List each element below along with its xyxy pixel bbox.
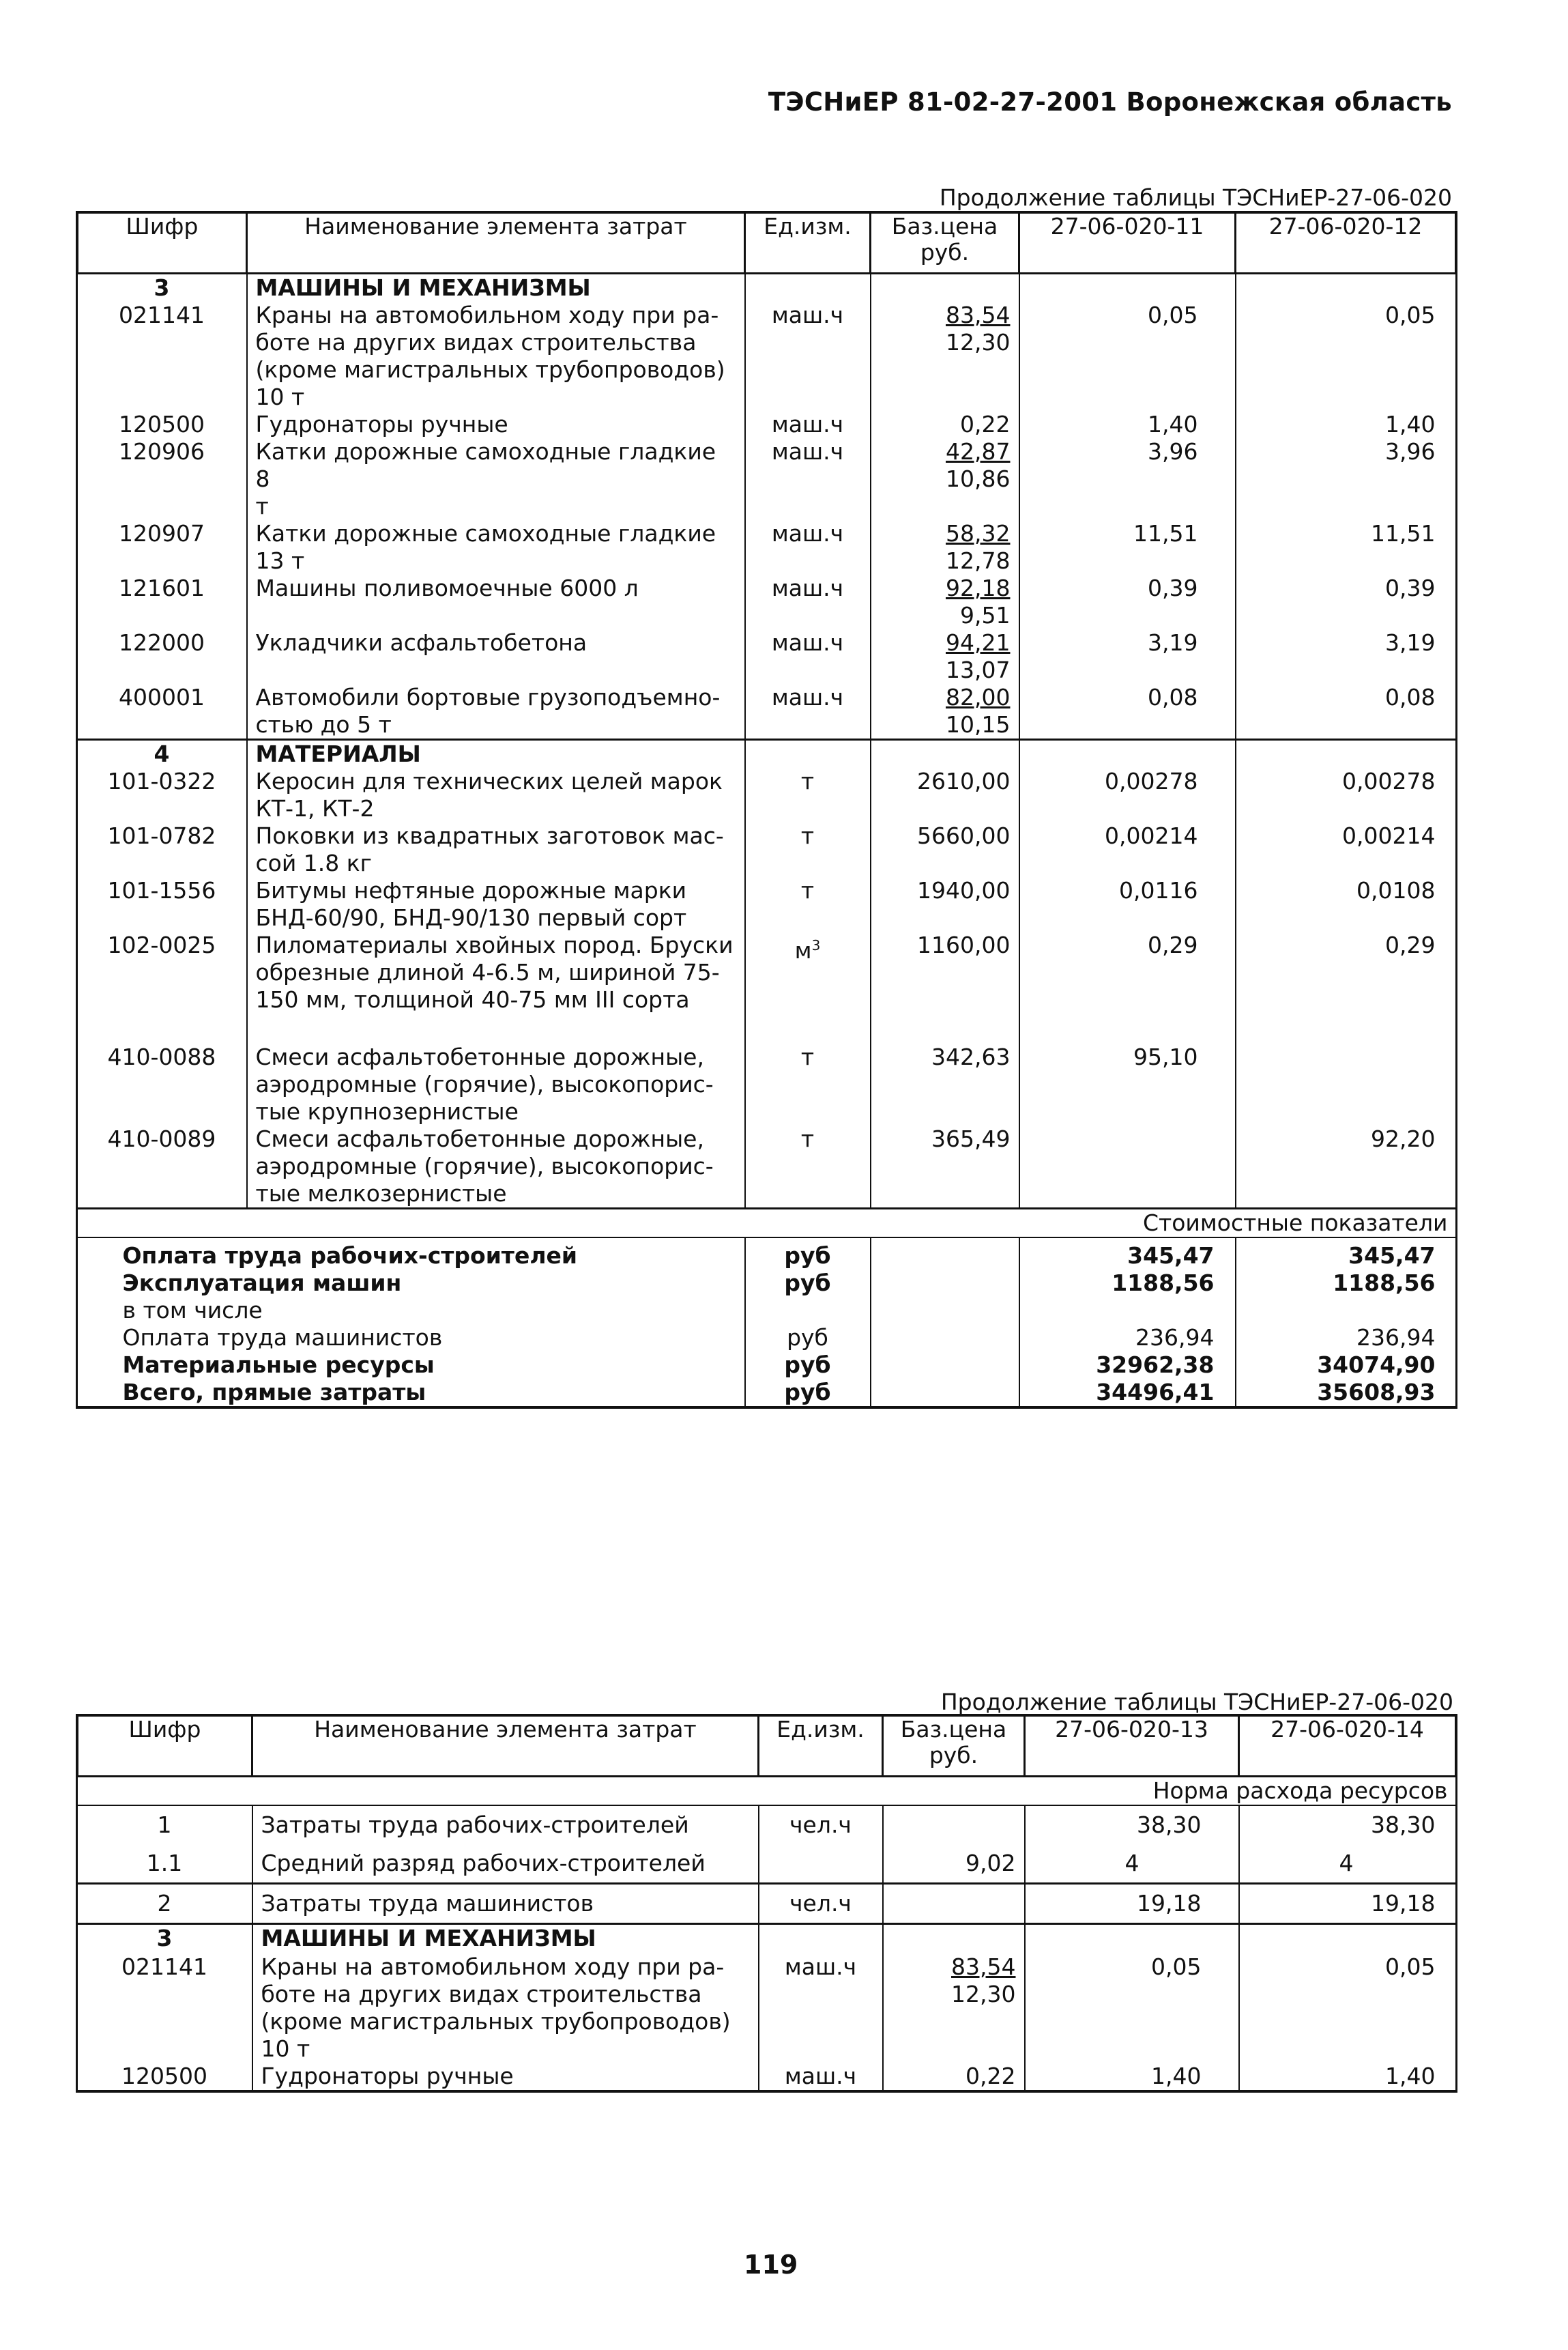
- row-norm-14: 4: [1239, 1844, 1456, 1884]
- row-unit: маш.ч: [745, 520, 871, 575]
- row-code: 102-0025: [107, 932, 216, 958]
- row-name: Затраты труда машинистов: [252, 1884, 759, 1924]
- summary-unit: руб: [745, 1270, 871, 1297]
- row-norm-12: 0,05: [1236, 302, 1456, 411]
- row-norm-11: 1,40: [1019, 411, 1236, 438]
- row-norm-12: 0,08: [1236, 684, 1456, 740]
- row-name: Смеси асфальтобетонные дорожные, аэродромные (горячие), высокопорис- тые крупнозернистые: [247, 1014, 745, 1126]
- price-value: 58,32: [946, 520, 1011, 547]
- row-name: Средний разряд рабочих-строителей: [252, 1844, 759, 1884]
- table-row: [78, 438, 1456, 520]
- section-title: МАШИНЫ И МЕХАНИЗМЫ: [247, 274, 745, 302]
- col-header-norm-14: 27-06-020-14: [1239, 1716, 1456, 1777]
- row-norm-14: 0,05: [1239, 1952, 1456, 2063]
- row-norm-11: 0,08: [1019, 684, 1236, 740]
- col-header-price: Баз.цена руб.: [883, 1716, 1025, 1777]
- row-norm-11: 3,19: [1019, 629, 1236, 684]
- row-price: 1940,00: [871, 877, 1019, 932]
- price-value: 42,87: [946, 438, 1011, 465]
- row-code: 101-0782: [107, 822, 216, 849]
- row-name: Гудронаторы ручные: [247, 411, 745, 438]
- row-norm-13: 0,05: [1025, 1952, 1239, 2063]
- row-norm-11: 0,05: [1019, 302, 1236, 411]
- row-name: Затраты труда рабочих-строителей: [252, 1805, 759, 1844]
- summary-label: Оплата труда рабочих-строителей: [122, 1242, 577, 1269]
- col-header-norm-11: 27-06-020-11: [1019, 213, 1236, 274]
- row-norm-11: 3,96: [1019, 438, 1236, 520]
- row-unit: чел.ч: [759, 1884, 883, 1924]
- summary-unit: руб: [745, 1379, 871, 1407]
- operator-wage: 13,07: [946, 657, 1011, 683]
- section-title: МАТЕРИАЛЫ: [247, 740, 745, 769]
- row-code: 400001: [119, 684, 205, 711]
- summary-row: [78, 1237, 1456, 1270]
- row-norm-12: 3,96: [1236, 438, 1456, 520]
- row-norm-11: 0,00278: [1019, 768, 1236, 822]
- operator-wage: 12,30: [946, 329, 1011, 356]
- table-row: [78, 629, 1456, 684]
- document-header-title: ТЭСНиЕР 81-02-27-2001 Воронежская область: [768, 87, 1452, 117]
- row-norm-12: 0,0108: [1236, 877, 1456, 932]
- table-row: [78, 1884, 1456, 1924]
- row-norm-13: 1,40: [1025, 2063, 1239, 2091]
- row-unit: [759, 1844, 883, 1884]
- row-price: [871, 629, 1019, 684]
- cost-indicators-heading: Стоимостные показатели: [78, 1209, 1456, 1238]
- summary-label: Эксплуатация машин: [122, 1270, 402, 1296]
- row-code: 1.1: [146, 1850, 183, 1876]
- row-price: [871, 575, 1019, 629]
- row-name: Укладчики асфальтобетона: [247, 629, 745, 684]
- row-price: [883, 1805, 1025, 1844]
- row-norm-12: [1236, 1014, 1456, 1126]
- section-row-machines: [78, 1924, 1456, 1953]
- table-row: [78, 1805, 1456, 1844]
- row-norm-11: 0,00214: [1019, 822, 1236, 877]
- cost-indicators-heading-row: [78, 1209, 1456, 1238]
- table2-caption: Продолжение таблицы ТЭСНиЕР-27-06-020: [940, 1689, 1453, 1715]
- summary-value-12: 236,94: [1236, 1324, 1456, 1351]
- summary-label: Материальные ресурсы: [122, 1351, 435, 1378]
- row-unit: т: [745, 1126, 871, 1209]
- summary-unit: руб: [745, 1351, 871, 1379]
- table-row: [78, 932, 1456, 1014]
- summary-value-12: [1236, 1297, 1456, 1324]
- row-norm-11: [1019, 1126, 1236, 1209]
- row-name: Керосин для технических целей марок КТ-1, КТ-2: [247, 768, 745, 822]
- row-price: 365,49: [871, 1126, 1019, 1209]
- summary-value-12: 34074,90: [1236, 1351, 1456, 1379]
- row-norm-13: 19,18: [1025, 1884, 1239, 1924]
- row-code: 2: [78, 1884, 252, 1924]
- summary-row: [78, 1297, 1456, 1324]
- section-code: 3: [78, 1924, 252, 1953]
- summary-unit: руб: [745, 1324, 871, 1351]
- row-code: 021141: [119, 302, 205, 328]
- row-name: Краны на автомобильном ходу при ра- боте на других видах строительства (кроме магистральных трубопроводов) 10 т: [247, 302, 745, 411]
- row-unit: [745, 932, 871, 1014]
- table-row: [78, 1014, 1456, 1126]
- norm-heading: Норма расхода ресурсов: [78, 1777, 1456, 1806]
- row-unit: маш.ч: [745, 302, 871, 411]
- row-norm-12: 0,00214: [1236, 822, 1456, 877]
- row-norm-14: 19,18: [1239, 1884, 1456, 1924]
- row-unit: чел.ч: [759, 1805, 883, 1844]
- unit-superscript: 3: [811, 937, 821, 954]
- row-price: [871, 684, 1019, 740]
- row-unit: маш.ч: [759, 1952, 883, 2063]
- col-header-norm-12: 27-06-020-12: [1236, 213, 1456, 274]
- row-unit: маш.ч: [745, 684, 871, 740]
- row-unit: маш.ч: [745, 575, 871, 629]
- row-norm-13: 38,30: [1025, 1805, 1239, 1844]
- row-name: Поковки из квадратных заготовок мас- сой 1.8 кг: [247, 822, 745, 877]
- price-value: 94,21: [946, 629, 1011, 656]
- row-norm-12: 92,20: [1236, 1126, 1456, 1209]
- row-code: 121601: [119, 575, 205, 601]
- row-norm-12: 3,19: [1236, 629, 1456, 684]
- section-row-machines: [78, 274, 1456, 302]
- col-header-unit: Ед.изм.: [745, 213, 871, 274]
- summary-unit: руб: [745, 1237, 871, 1270]
- row-name: Катки дорожные самоходные гладкие 13 т: [247, 520, 745, 575]
- summary-value-12: 345,47: [1236, 1237, 1456, 1270]
- row-norm-14: 1,40: [1239, 2063, 1456, 2091]
- row-norm-12: 0,00278: [1236, 768, 1456, 822]
- table-row: [78, 411, 1456, 438]
- summary-row: [78, 1324, 1456, 1351]
- row-price: 1160,00: [871, 932, 1019, 1014]
- row-code: 120906: [119, 438, 205, 465]
- summary-row: [78, 1351, 1456, 1379]
- price-value: 83,54: [951, 1953, 1016, 1980]
- row-code: 021141: [121, 1953, 207, 1980]
- row-code: 101-0322: [107, 768, 216, 794]
- row-code: 101-1556: [107, 877, 216, 904]
- row-price: 5660,00: [871, 822, 1019, 877]
- summary-value-11: 34496,41: [1019, 1379, 1236, 1407]
- summary-label: Оплата труда машинистов: [122, 1324, 443, 1351]
- table1-header-row: [78, 213, 1456, 274]
- table-row: [78, 520, 1456, 575]
- row-code: 410-0088: [107, 1044, 216, 1070]
- row-unit: маш.ч: [745, 411, 871, 438]
- row-name: Краны на автомобильном ходу при ра- боте на других видах строительства (кроме магистральных трубопроводов) 10 т: [252, 1952, 759, 2063]
- row-norm-12: 1,40: [1236, 411, 1456, 438]
- row-price: [883, 1952, 1025, 2063]
- row-code: 120907: [119, 520, 205, 547]
- summary-value-12: 1188,56: [1236, 1270, 1456, 1297]
- operator-wage: 12,30: [951, 1981, 1016, 2007]
- row-unit: т: [745, 877, 871, 932]
- row-name: Катки дорожные самоходные гладкие 8 т: [247, 438, 745, 520]
- row-code: 122000: [119, 629, 205, 656]
- row-price: [871, 302, 1019, 411]
- row-norm-12: 11,51: [1236, 520, 1456, 575]
- table-row: [78, 575, 1456, 629]
- row-unit: маш.ч: [759, 2063, 883, 2091]
- row-price: 2610,00: [871, 768, 1019, 822]
- row-code: 120500: [119, 411, 205, 438]
- section-code: 4: [78, 740, 247, 769]
- row-unit: т: [745, 822, 871, 877]
- row-norm-11: 11,51: [1019, 520, 1236, 575]
- operator-wage: 10,15: [946, 711, 1011, 738]
- row-name: Машины поливомоечные 6000 л: [247, 575, 745, 629]
- table-row: [78, 768, 1456, 822]
- row-code: 410-0089: [107, 1126, 216, 1152]
- col-header-code: Шифр: [78, 1716, 252, 1777]
- summary-row: [78, 1270, 1456, 1297]
- row-code: 120500: [78, 2063, 252, 2091]
- col-header-norm-13: 27-06-020-13: [1025, 1716, 1239, 1777]
- row-price: [883, 1884, 1025, 1924]
- unit-text: м: [794, 937, 812, 964]
- row-code: 1: [157, 1811, 172, 1838]
- summary-value-11: 236,94: [1019, 1324, 1236, 1351]
- row-name: Битумы нефтяные дорожные марки БНД-60/90, БНД-90/130 первый сорт: [247, 877, 745, 932]
- summary-label: Всего, прямые затраты: [78, 1379, 745, 1407]
- row-price: 0,22: [883, 2063, 1025, 2091]
- table-row: [78, 1844, 1456, 1884]
- row-norm-13: 4: [1025, 1844, 1239, 1884]
- row-norm-11: 95,10: [1019, 1014, 1236, 1126]
- row-name: Смеси асфальтобетонные дорожные, аэродромные (горячие), высокопорис- тые мелкозернистые: [247, 1126, 745, 1209]
- table-row: [78, 1952, 1456, 2063]
- table-row: [78, 1126, 1456, 1209]
- table-row: [78, 2063, 1456, 2091]
- row-price: [871, 520, 1019, 575]
- price-value: 92,18: [946, 575, 1011, 601]
- operator-wage: 9,51: [960, 602, 1011, 629]
- resource-table-2: [76, 1715, 1457, 2092]
- table-row: [78, 877, 1456, 932]
- summary-value-11: [1019, 1297, 1236, 1324]
- norm-heading-row: [78, 1777, 1456, 1806]
- table1-caption: Продолжение таблицы ТЭСНиЕР-27-06-020: [939, 184, 1452, 211]
- row-name: Пиломатериалы хвойных пород. Бруски обрезные длиной 4-6.5 м, шириной 75- 150 мм, толщиной 40-75 мм III сорта: [247, 932, 745, 1014]
- summary-value-11: 1188,56: [1019, 1270, 1236, 1297]
- section-title: МАШИНЫ И МЕХАНИЗМЫ: [252, 1924, 759, 1953]
- row-norm-12: 0,29: [1236, 932, 1456, 1014]
- row-norm-11: 0,39: [1019, 575, 1236, 629]
- row-name: Автомобили бортовые грузоподъемно- стью до 5 т: [247, 684, 745, 740]
- row-price: [871, 438, 1019, 520]
- col-header-price: Баз.цена руб.: [871, 213, 1019, 274]
- table2-header-row: [78, 1716, 1456, 1777]
- summary-value-11: 345,47: [1019, 1237, 1236, 1270]
- summary-value-11: 32962,38: [1019, 1351, 1236, 1379]
- col-header-unit: Ед.изм.: [759, 1716, 883, 1777]
- summary-row: [78, 1379, 1456, 1407]
- col-header-code: Шифр: [78, 213, 247, 274]
- price-value: 82,00: [946, 684, 1011, 711]
- row-price: 0,22: [871, 411, 1019, 438]
- summary-value-12: 35608,93: [1236, 1379, 1456, 1407]
- operator-wage: 12,78: [946, 547, 1011, 574]
- price-value: 83,54: [946, 302, 1011, 328]
- row-norm-12: 0,39: [1236, 575, 1456, 629]
- row-norm-11: 0,29: [1019, 932, 1236, 1014]
- row-unit: т: [745, 1014, 871, 1126]
- row-name: Гудронаторы ручные: [252, 2063, 759, 2091]
- row-price: 342,63: [871, 1014, 1019, 1126]
- row-unit: маш.ч: [745, 438, 871, 520]
- table-row: [78, 822, 1456, 877]
- table-row: [78, 684, 1456, 740]
- col-header-name: Наименование элемента затрат: [247, 213, 745, 274]
- row-unit: т: [745, 768, 871, 822]
- row-norm-11: 0,0116: [1019, 877, 1236, 932]
- row-norm-14: 38,30: [1239, 1805, 1456, 1844]
- section-code: 3: [154, 274, 170, 301]
- section-row-materials: [78, 740, 1456, 769]
- page-number: 119: [744, 2250, 798, 2280]
- row-price: 9,02: [883, 1844, 1025, 1884]
- col-header-name: Наименование элемента затрат: [252, 1716, 759, 1777]
- summary-unit: [745, 1297, 871, 1324]
- resource-table-1: [76, 212, 1457, 1408]
- operator-wage: 10,86: [946, 465, 1011, 492]
- row-unit: маш.ч: [745, 629, 871, 684]
- table-row: [78, 302, 1456, 411]
- summary-label: в том числе: [122, 1297, 263, 1323]
